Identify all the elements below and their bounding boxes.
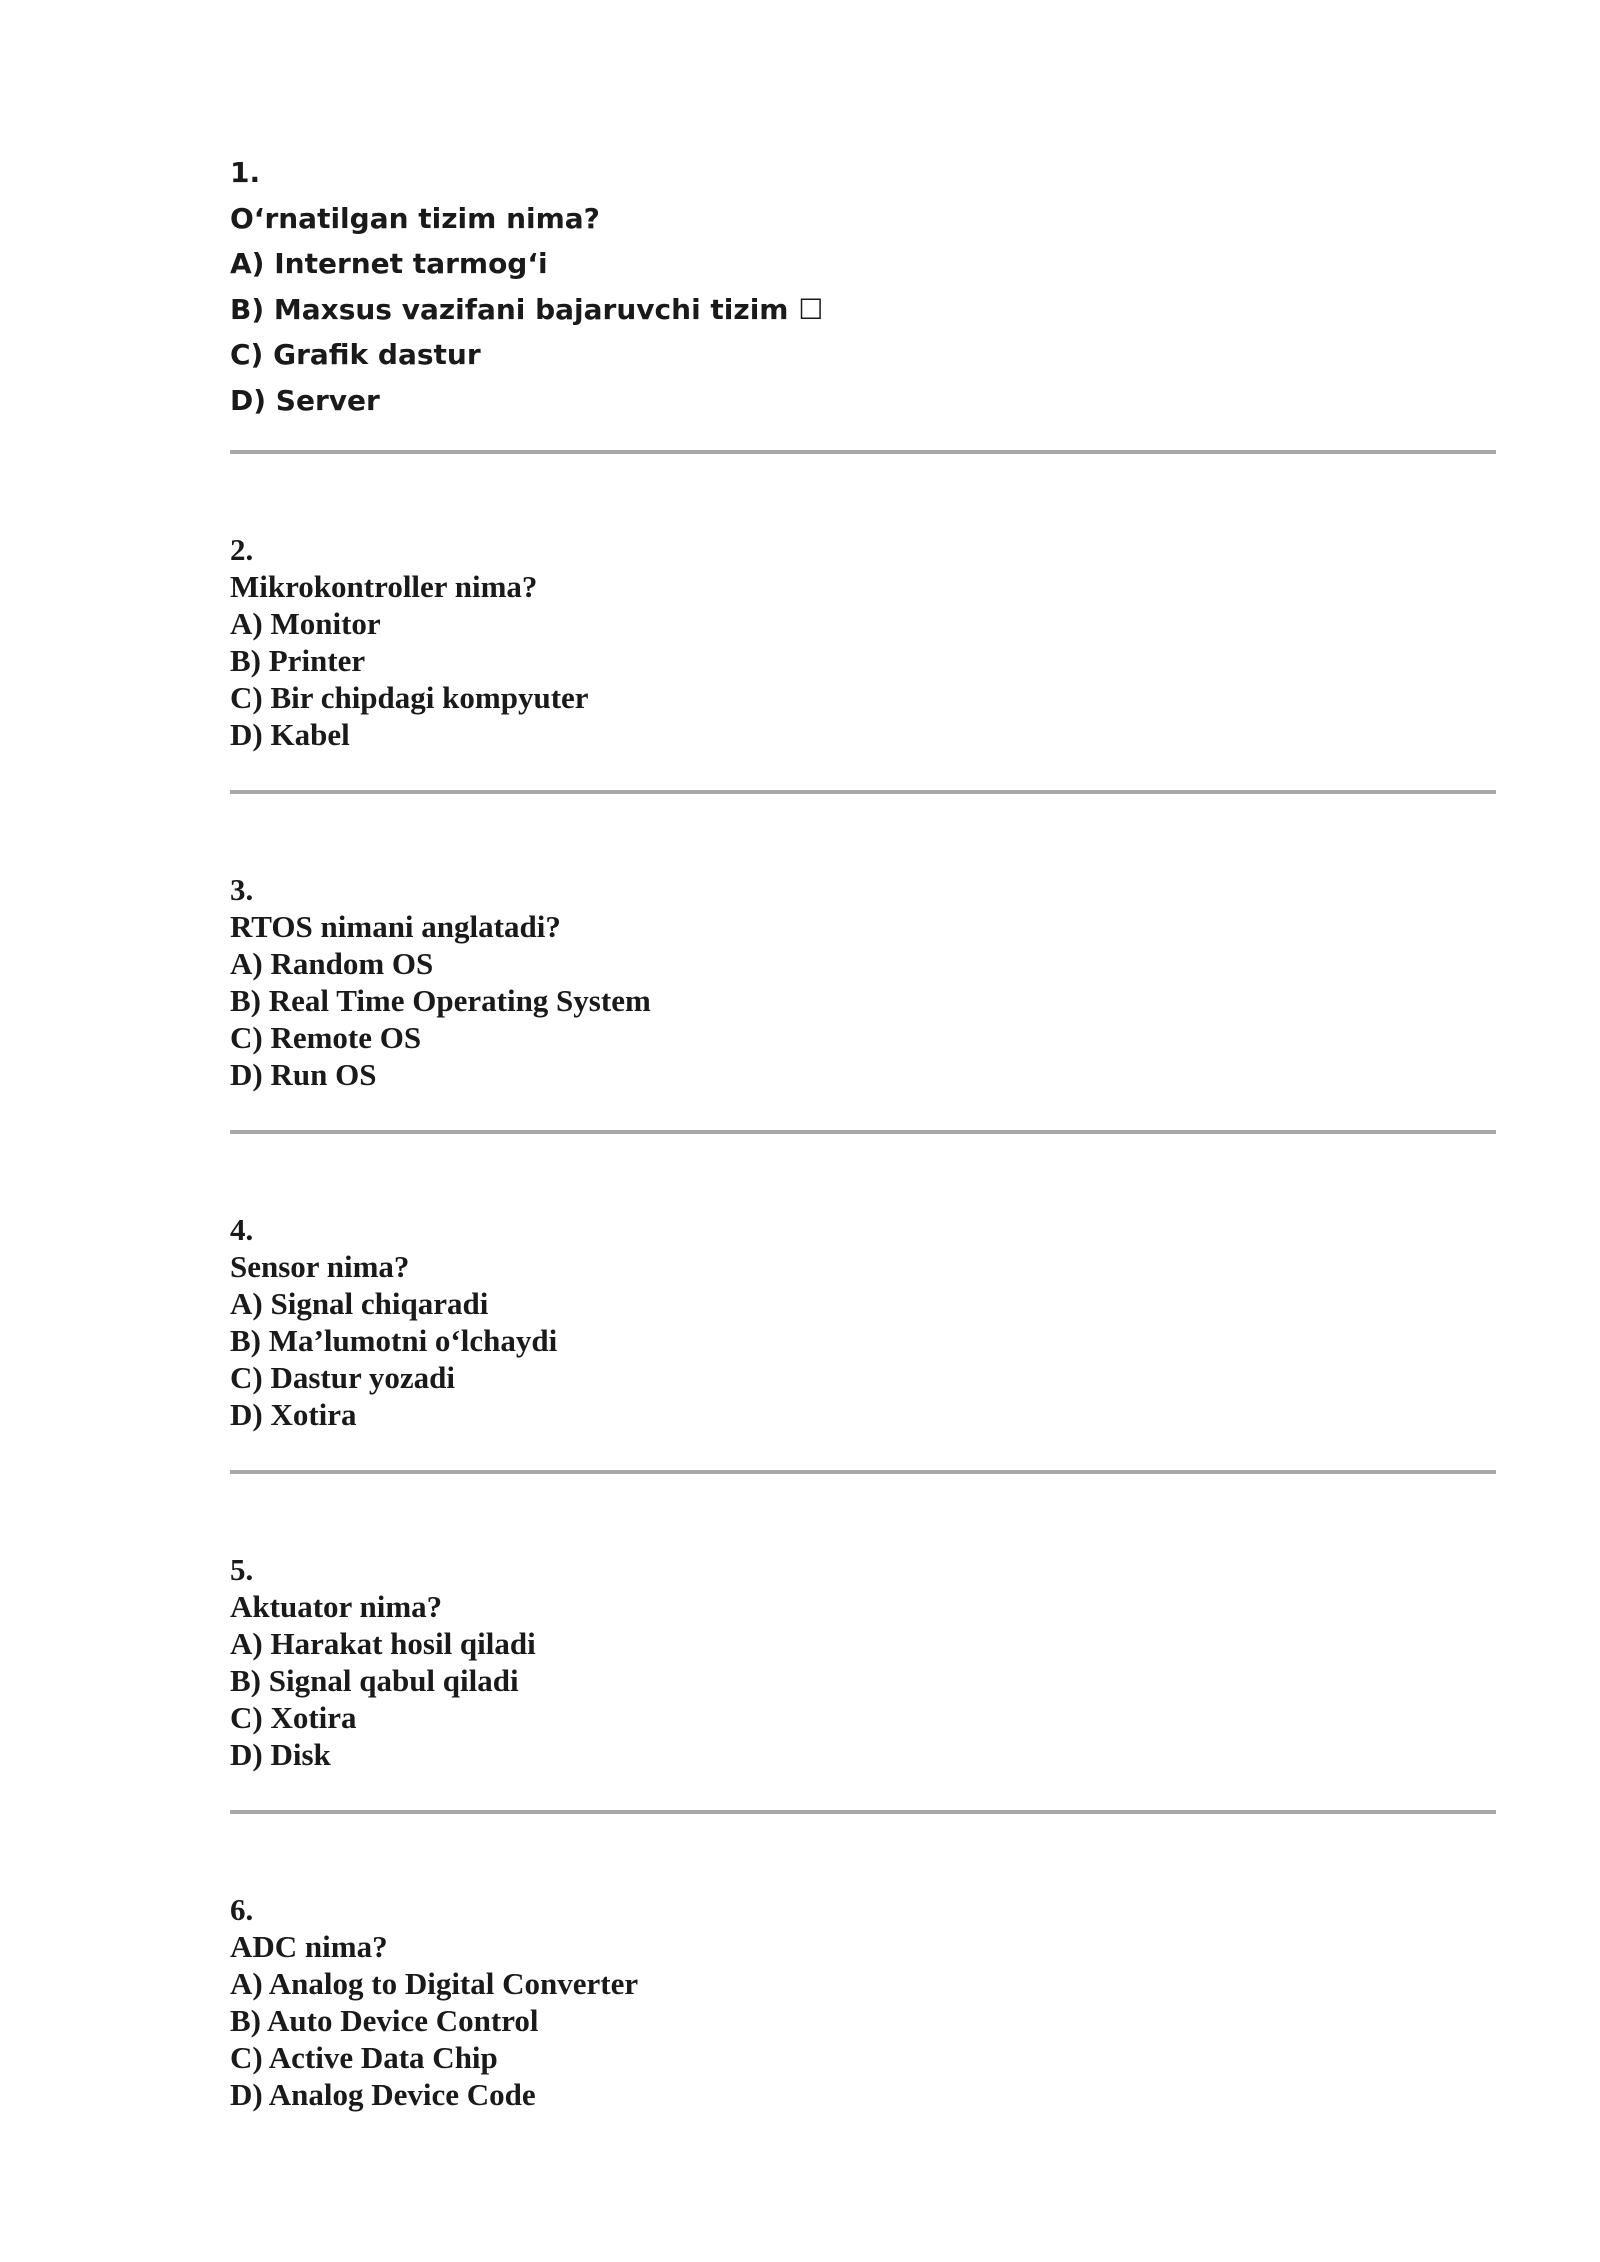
question-number: 5. (230, 1552, 254, 1587)
question-2 (230, 531, 1496, 753)
option-d: D) Run OS (230, 1057, 377, 1092)
option-a: A) Internet tarmog‘i (230, 247, 548, 280)
option-a: A) Signal chiqaradi (230, 1286, 489, 1321)
option-b: B) Ma’lumotni o‘lchaydi (230, 1323, 558, 1358)
option-b: B) Maxsus vazifani bajaruvchi tizim ☐ (230, 292, 824, 326)
question-number: 2. (230, 532, 254, 567)
question-4 (230, 1211, 1496, 1433)
section-divider (230, 1810, 1496, 1814)
option-c: C) Active Data Chip (230, 2040, 498, 2075)
option-d: D) Xotira (230, 1397, 357, 1432)
option-b: B) Printer (230, 643, 366, 678)
question-3 (230, 871, 1496, 1093)
question-number: 3. (230, 872, 254, 907)
section-divider (230, 450, 1496, 454)
question-6 (230, 1891, 1496, 2113)
option-d: D) Server (230, 383, 380, 417)
question-text: RTOS nimani anglatadi? (230, 909, 561, 944)
question-number: 4. (230, 1212, 254, 1247)
option-c: C) Grafik dastur (230, 338, 481, 371)
option-c: C) Bir chipdagi kompyuter (230, 680, 589, 715)
option-c: C) Xotira (230, 1700, 357, 1735)
section-divider (230, 1470, 1496, 1474)
section-divider (230, 1130, 1496, 1134)
question-5 (230, 1551, 1496, 1773)
option-d: D) Analog Device Code (230, 2077, 536, 2112)
option-a: A) Monitor (230, 606, 381, 641)
question-number: 6. (230, 1892, 254, 1927)
question-text: Aktuator nima? (230, 1589, 443, 1624)
option-a: A) Harakat hosil qiladi (230, 1626, 536, 1661)
question-1 (230, 150, 1496, 423)
option-a: A) Random OS (230, 946, 434, 981)
option-d: D) Disk (230, 1737, 331, 1772)
option-b: B) Real Time Operating System (230, 983, 651, 1018)
question-text: ADC nima? (230, 1929, 388, 1964)
option-d: D) Kabel (230, 717, 350, 752)
question-number: 1. (230, 156, 261, 189)
question-text: Sensor nima? (230, 1249, 410, 1284)
option-b: B) Auto Device Control (230, 2003, 539, 2038)
question-text: O‘rnatilgan tizim nima? (230, 201, 600, 235)
question-text: Mikrokontroller nima? (230, 569, 538, 604)
section-divider (230, 790, 1496, 794)
option-b: B) Signal qabul qiladi (230, 1663, 519, 1698)
option-a: A) Analog to Digital Converter (230, 1966, 639, 2001)
option-c: C) Remote OS (230, 1020, 422, 1055)
option-c: C) Dastur yozadi (230, 1360, 456, 1395)
